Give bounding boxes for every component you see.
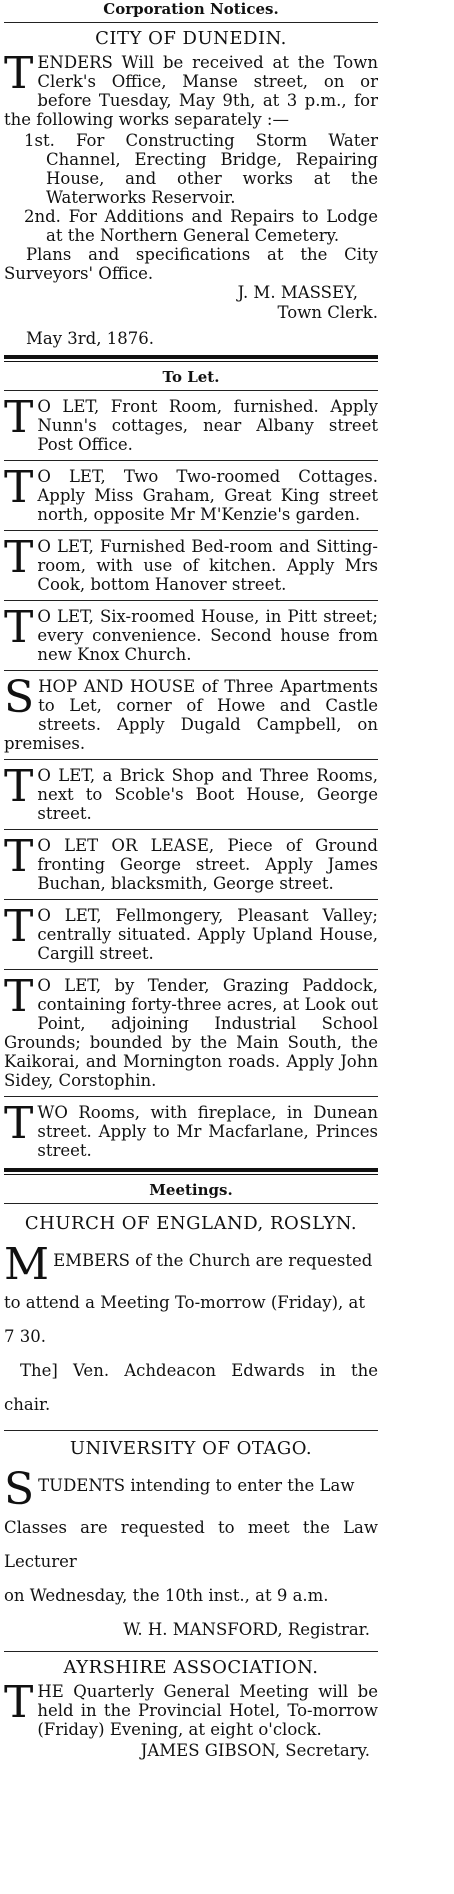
- signature: W. H. MANSFORD, Registrar.: [123, 1620, 370, 1639]
- drop-cap: T: [4, 465, 34, 513]
- drop-cap: T: [4, 1680, 34, 1728]
- notice-body: ENDERS Will be received at the Town Clerk's Office, Manse street, on or before Tuesday, May 9th, at 3 p.m., for the following works separately :—: [4, 53, 378, 129]
- drop-cap: T: [4, 904, 34, 952]
- list-item: [4, 535, 378, 596]
- divider: [4, 1651, 378, 1652]
- ad-text: O LET, Six-roomed House, in Pitt street; every convenience. Second house from new Knox Church.: [37, 607, 378, 664]
- divider: [4, 460, 378, 461]
- divider: [4, 1430, 378, 1431]
- notice-title: AYRSHIRE ASSOCIATION.: [63, 1657, 319, 1678]
- section-heading-corporation: Corporation Notices.: [103, 0, 279, 18]
- notice-line: to attend a Meeting To-morrow (Friday), at: [4, 1293, 366, 1312]
- section-heading-tolet: To Let.: [162, 368, 220, 386]
- divider: [4, 969, 378, 970]
- list-item: [4, 1101, 378, 1162]
- list-item: [4, 904, 378, 965]
- section-heading-meetings: Meetings.: [149, 1181, 233, 1199]
- notice-title: CITY OF DUNEDIN.: [95, 28, 287, 49]
- list-item: [4, 974, 378, 1092]
- notice-line: EMBERS of the Church are requested: [53, 1251, 373, 1270]
- list-item: [4, 395, 378, 456]
- divider: [4, 829, 378, 830]
- drop-cap: T: [4, 535, 34, 583]
- university-notice: [4, 1467, 378, 1511]
- notice-plans: Plans and specifications at the City Surveyors' Office.: [4, 245, 378, 283]
- ad-text: O LET OR LEASE, Piece of Ground fronting George street. Apply James Buchan, blacksmith, George street.: [37, 836, 378, 893]
- notice-item: 1st. For Constructing Storm Water Channel, Erecting Bridge, Repairing House, and other works at the Waterworks Reservoir.: [24, 131, 378, 207]
- list-item: [4, 764, 378, 825]
- drop-cap: T: [4, 974, 34, 1022]
- ad-text: O LET, Two Two-roomed Cottages. Apply Miss Graham, Great King street north, opposite Mr M'Kenzie's garden.: [37, 467, 378, 524]
- drop-cap: S: [4, 1467, 35, 1511]
- divider: [4, 22, 378, 23]
- divider: [4, 670, 378, 671]
- divider: [4, 759, 378, 760]
- signature-title: Town Clerk.: [277, 303, 378, 322]
- drop-cap: T: [4, 51, 34, 99]
- ad-text: O LET, by Tender, Grazing Paddock, containing forty-three acres, at Look out Point, adjoining Industrial School Grounds; bounded by the Main South, the Kaikorai, and Mornington roads. Apply John Sidey, Corstophin.: [4, 976, 378, 1090]
- ad-text: O LET, Furnished Bed-room and Sitting-room, with use of kitchen. Apply Mrs Cook, bottom Hanover street.: [37, 537, 378, 594]
- ad-text: O LET, Front Room, furnished. Apply Nunn's cottages, near Albany street Post Office.: [37, 397, 378, 454]
- notice-line: 7 30.: [4, 1327, 46, 1346]
- ad-text: WO Rooms, with fireplace, in Dunean street. Apply to Mr Macfarlane, Princes street.: [37, 1103, 378, 1160]
- tender-notice: [4, 51, 378, 131]
- drop-cap: M: [4, 1242, 50, 1286]
- ad-text: O LET, Fellmongery, Pleasant Valley; centrally situated. Apply Upland House, Cargill street.: [37, 906, 378, 963]
- divider: [4, 899, 378, 900]
- notice-line: on Wednesday, the 10th inst., at 9 a.m.: [4, 1586, 329, 1605]
- divider: [4, 1096, 378, 1097]
- notice-body: HE Quarterly General Meeting will be held in the Provincial Hotel, To-morrow (Friday) Evening, at eight o'clock.: [37, 1682, 378, 1739]
- notice-item: 2nd. For Additions and Repairs to Lodge at the Northern General Cemetery.: [24, 207, 378, 245]
- notice-line: The] Ven. Achdeacon Edwards in the chair.: [4, 1361, 378, 1414]
- list-item: [4, 675, 378, 755]
- divider: [4, 600, 378, 601]
- drop-cap: T: [4, 395, 34, 443]
- church-notice: [4, 1242, 378, 1286]
- divider: [4, 1203, 378, 1204]
- drop-cap: T: [4, 764, 34, 812]
- drop-cap: T: [4, 1101, 34, 1149]
- drop-cap: S: [4, 675, 35, 723]
- list-item: [4, 465, 378, 526]
- notice-line: Classes are requested to meet the Law Lecturer: [4, 1518, 378, 1571]
- ayrshire-notice: [4, 1680, 378, 1741]
- notice-title: UNIVERSITY OF OTAGO.: [69, 1438, 313, 1459]
- signature: JAMES GIBSON, Secretary.: [140, 1741, 370, 1760]
- divider: [4, 355, 378, 362]
- divider: [4, 390, 378, 391]
- list-item: [4, 605, 378, 666]
- notice-line: TUDENTS intending to enter the Law: [38, 1476, 355, 1495]
- divider: [4, 530, 378, 531]
- drop-cap: T: [4, 834, 34, 882]
- ad-text: O LET, a Brick Shop and Three Rooms, next to Scoble's Boot House, George street.: [37, 766, 378, 823]
- drop-cap: T: [4, 605, 34, 653]
- notice-title: CHURCH OF ENGLAND, ROSLYN.: [24, 1213, 358, 1234]
- signature: J. M. MASSEY,: [237, 283, 358, 302]
- notice-date: May 3rd, 1876.: [26, 329, 154, 348]
- divider: [4, 1168, 378, 1175]
- ad-text: HOP AND HOUSE of Three Apartments to Let, corner of Howe and Castle streets. Apply Dugald Campbell, on premises.: [4, 677, 378, 753]
- list-item: [4, 834, 378, 895]
